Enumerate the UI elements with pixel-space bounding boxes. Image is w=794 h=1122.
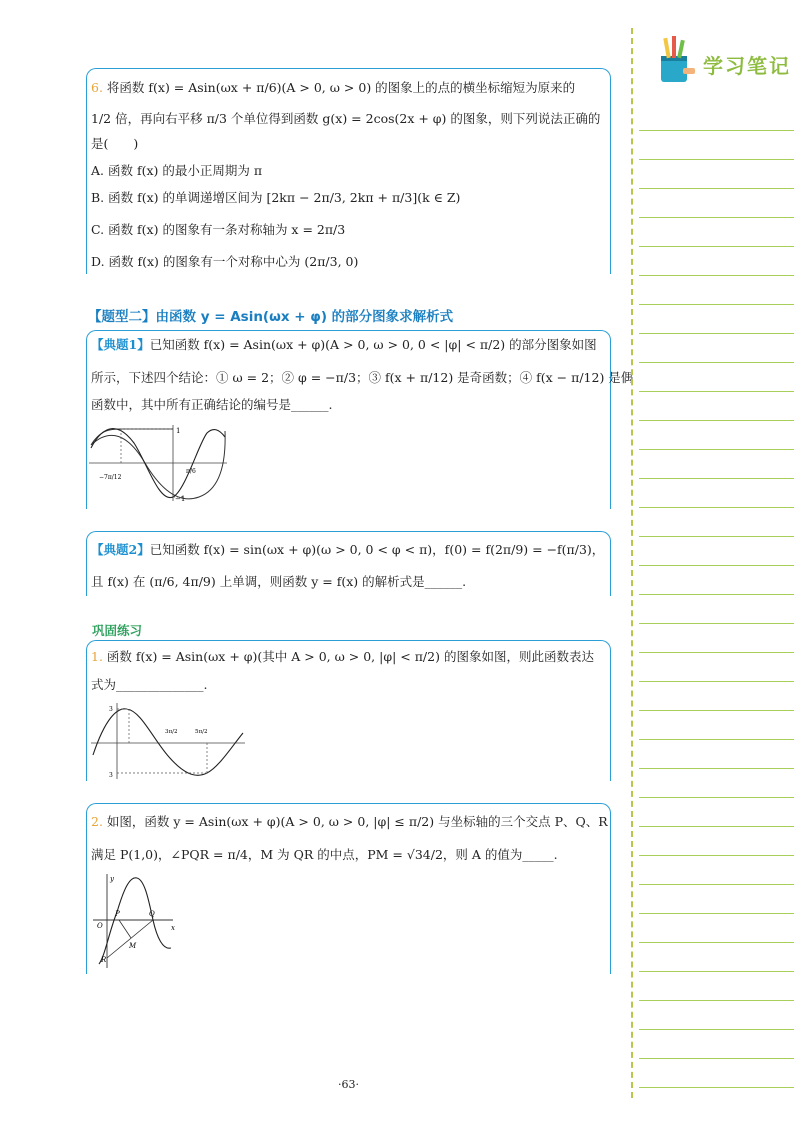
practice-2-box: [86, 803, 611, 974]
p1-graph: [91, 699, 251, 779]
p1-line-2: 式为______________.: [91, 677, 208, 692]
q6-option-b: B. 函数 f(x) 的单调递增区间为 [2kπ − 2π/3, 2kπ + π/3](k ∈ Z): [91, 190, 461, 205]
dashed-divider: [631, 28, 633, 1098]
example-1-box: [86, 330, 634, 509]
note-rule: [639, 623, 794, 624]
p2-line-2: 满足 P(1,0)，∠PQR = π/4，M 为 QR 的中点，PM = √34/2，则 A 的值为_____.: [91, 847, 558, 862]
ex2-line-1: [91, 542, 604, 558]
q6-number: 6.: [91, 80, 103, 95]
q6-line-1: [91, 80, 575, 96]
p2-line-1: [91, 814, 608, 830]
note-rule: [639, 1000, 794, 1001]
p2-graph: [91, 872, 181, 972]
note-rule: [639, 1058, 794, 1059]
ex1-label-top: 1: [176, 427, 181, 435]
note-rule: [639, 275, 794, 276]
p1-line-1: [91, 649, 594, 665]
question-6-box: [86, 68, 611, 274]
p2-label-m: M: [129, 942, 137, 950]
note-rule: [639, 333, 794, 334]
note-rule: [639, 1087, 794, 1088]
ex2-line-2: 且 f(x) 在 (π/6, 4π/9) 上单调，则函数 y = f(x) 的解析式是______.: [91, 574, 467, 589]
p1-sine: [93, 709, 243, 775]
note-rule: [639, 826, 794, 827]
p2-label-r: R: [101, 956, 107, 964]
ex1-text-1: 已知函数 f(x) = Asin(ωx + φ)(A > 0, ω > 0, 0 < |φ| < π/2) 的部分图象如图: [149, 337, 597, 352]
note-rule: [639, 188, 794, 189]
note-rule: [639, 884, 794, 885]
p1-label-b: 5π/2: [195, 729, 208, 735]
q6-line-3: 是( ): [91, 136, 139, 151]
note-rule: [639, 797, 794, 798]
ex1-graph: [89, 423, 229, 503]
note-rule: [639, 681, 794, 682]
p2-label-q: Q: [149, 910, 155, 918]
ex1-label-bottom: −1: [175, 495, 186, 503]
p1-text-1: 函数 f(x) = Asin(ωx + φ)(其中 A > 0, ω > 0, |φ| < π/2) 的图象如图，则此函数表达: [106, 649, 594, 664]
note-rule: [639, 913, 794, 914]
note-rule: [639, 478, 794, 479]
note-rule: [639, 942, 794, 943]
q6-text-1: 将函数 f(x) = Asin(ωx + π/6)(A > 0, ω > 0) 的图象上的点的横坐标缩短为原来的: [106, 80, 576, 95]
p1-label-top: 3: [109, 706, 113, 713]
p2-segment-qr: [107, 920, 153, 958]
ex1-label-left: −7π/12: [99, 474, 122, 481]
practice-1-box: [86, 640, 611, 781]
p2-text-1: 如图，函数 y = Asin(ωx + φ)(A > 0, ω > 0, |φ| ≤ π/2) 与坐标轴的三个交点 P、Q、R: [106, 814, 608, 829]
note-rule: [639, 449, 794, 450]
p2-label-x: x: [171, 924, 175, 932]
note-rule: [639, 1029, 794, 1030]
p1-label-bottom: 3: [109, 772, 113, 779]
p1-label-a: 3π/2: [165, 729, 178, 735]
note-rule: [639, 130, 794, 131]
q6-option-c: C. 函数 f(x) 的图象有一条对称轴为 x = 2π/3: [91, 222, 346, 237]
note-rule: [639, 362, 794, 363]
p1-number: 1.: [91, 649, 103, 664]
q6-line-2: 1/2 倍，再向右平移 π/3 个单位得到函数 g(x) = 2cos(2x + φ) 的图象，则下列说法正确的: [91, 111, 601, 126]
p2-label-p: P: [115, 910, 120, 918]
note-rule: [639, 304, 794, 305]
p2-number: 2.: [91, 814, 103, 829]
pencil-cup-icon: [653, 34, 699, 84]
ex1-label-right: π/6: [186, 468, 196, 475]
note-rule: [639, 420, 794, 421]
page-number: ·63·: [338, 1078, 359, 1091]
p2-label-y: y: [110, 875, 114, 883]
note-rule: [639, 159, 794, 160]
note-rule: [639, 507, 794, 508]
note-rule: [639, 971, 794, 972]
p2-label-o: O: [97, 922, 103, 930]
note-rule: [639, 652, 794, 653]
section-title: 【题型二】由函数 y = Asin(ωx + φ) 的部分图象求解析式: [88, 309, 454, 325]
note-rule: [639, 565, 794, 566]
note-rule: [639, 768, 794, 769]
q6-option-d: D. 函数 f(x) 的图象有一个对称中心为 (2π/3, 0): [91, 254, 359, 269]
note-rule: [639, 536, 794, 537]
practice-title: 巩固练习: [92, 623, 143, 638]
p2-segment-pm: [119, 920, 131, 938]
note-rule: [639, 739, 794, 740]
ex1-line-2: 所示，下述四个结论：① ω = 2；② φ = −π/3；③ f(x + π/12) 是奇函数；④ f(x − π/12) 是偶: [91, 370, 634, 385]
ex1-line-1: [91, 337, 597, 353]
example-2-box: [86, 531, 611, 596]
note-rule: [639, 217, 794, 218]
note-rule: [639, 246, 794, 247]
ex2-text-1: 已知函数 f(x) = sin(ωx + φ)(ω > 0, 0 < φ < π)，f(0) = f(2π/9) = −f(π/3)，: [149, 542, 605, 557]
q6-option-a: A. 函数 f(x) 的最小正周期为 π: [91, 163, 263, 178]
ex1-tag: 【典题1】: [91, 337, 150, 352]
ex2-tag: 【典题2】: [91, 542, 150, 557]
note-rule: [639, 594, 794, 595]
notes-sidebar: [631, 28, 794, 1098]
ex1-line-3: 函数中，其中所有正确结论的编号是______.: [91, 397, 333, 412]
note-rule: [639, 710, 794, 711]
note-rule: [639, 855, 794, 856]
p2-sine: [99, 878, 171, 964]
note-rule: [639, 391, 794, 392]
sidebar-title: 学习笔记: [703, 54, 791, 78]
